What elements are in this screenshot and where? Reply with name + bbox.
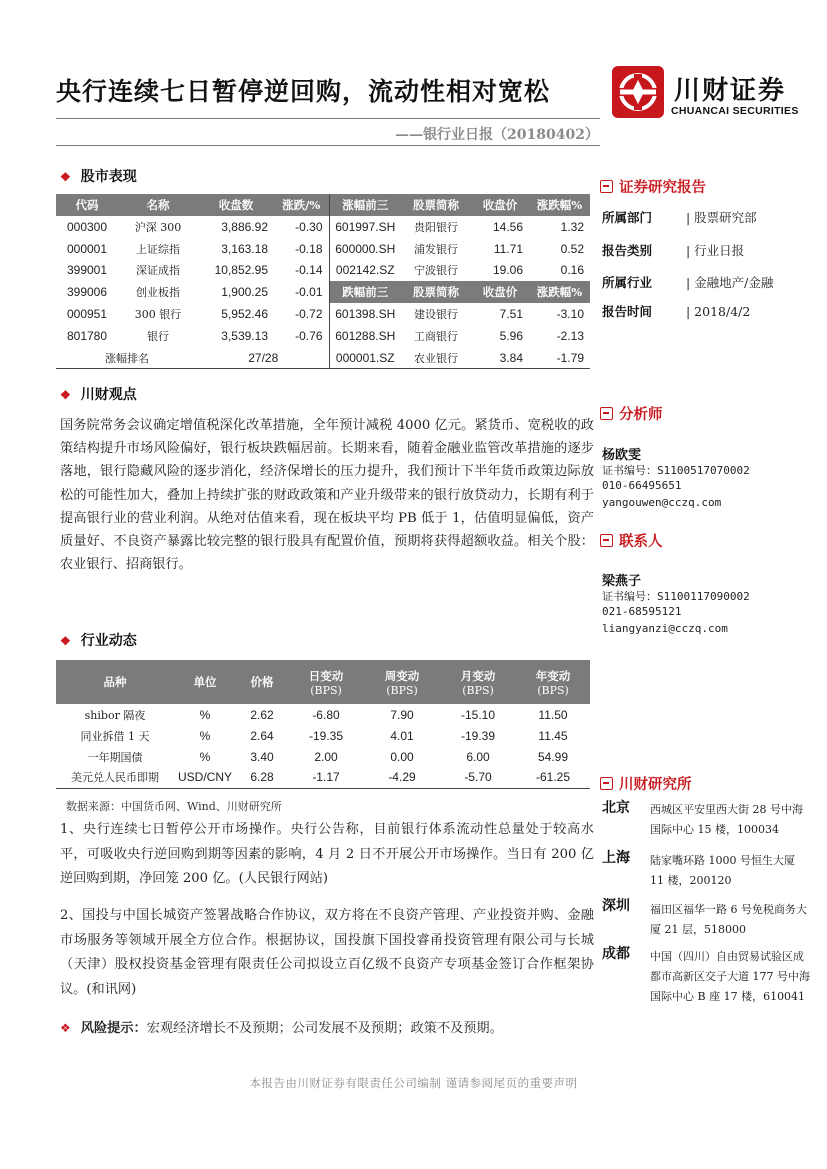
table-row	[56, 216, 590, 238]
opinion-heading: ❖ 川财观点	[60, 387, 137, 403]
analyst-cert: 证书编号：S1100517070002	[602, 464, 750, 477]
stock-close: 14.56	[492, 219, 523, 234]
item-day-change: -6.80	[312, 707, 340, 722]
item-month-change: -19.39	[460, 728, 496, 743]
col-header: 跌幅前三	[329, 281, 401, 303]
market-heading: ❖ 股市表现	[60, 169, 137, 185]
analyst-phone: 010-66495651	[602, 479, 682, 492]
table-row	[56, 746, 590, 767]
table-row	[56, 767, 590, 788]
stock-close: 19.06	[492, 263, 523, 278]
index-code: 000951	[66, 307, 108, 322]
col-header: 日变动 (BPS)	[288, 660, 364, 704]
stock-code: 600000.SH	[329, 238, 401, 260]
news-item-2: 2、国投与中国长城资产签署战略合作协议，双方将在不良资产管理、产业投资并购、金融市场服务等领域开展全方位合作。根据协议，国投旗下国投睿甬投资管理有限公司与长城（天津）股权投资基金管理有限责任公司拟设立百亿级不良资产专项基金签订合作框架协议。(和讯网)	[60, 908, 594, 997]
diamond-icon: ❖	[60, 388, 71, 402]
contact-email: liangyanzi@cczq.com	[602, 622, 728, 635]
logo-text-en: CHUANCAI SECURITIES	[671, 105, 799, 117]
contact-icon	[600, 534, 613, 547]
report-icon	[600, 180, 613, 193]
col-header: 涨幅前三	[329, 194, 401, 216]
index-name: 上证综指	[136, 242, 180, 256]
report-title: 央行连续七日暂停逆回购，流动性相对宽松	[56, 77, 551, 106]
office-address: 西城区平安里西大街 28 号中海国际中心 15 楼，100034	[650, 803, 803, 836]
col-header: 单位	[174, 660, 236, 704]
item-price: 2.62	[250, 707, 274, 722]
item-year-change: 11.45	[538, 728, 568, 743]
stock-name: 工商银行	[414, 330, 458, 344]
col-header: 月变动 (BPS)	[440, 660, 516, 704]
col-header: 收盘价	[471, 281, 529, 303]
item-unit: USD/CNY	[174, 767, 236, 788]
report-subtitle: ——银行业日报（20180402）	[395, 127, 599, 143]
stock-code: 601398.SH	[329, 303, 401, 325]
index-name: 深证成指	[136, 264, 180, 278]
table-row	[56, 325, 590, 347]
market-table	[56, 194, 590, 369]
item-price: 2.64	[250, 728, 274, 743]
stock-name: 建设银行	[414, 308, 458, 322]
col-header: 涨跌/%	[274, 194, 329, 216]
item-week-change: 7.90	[390, 707, 414, 722]
index-close: 10,852.95	[214, 263, 268, 278]
analyst-icon	[600, 407, 613, 420]
index-code: 399006	[66, 285, 108, 300]
subtitle-divider	[56, 145, 600, 146]
stock-code: 601288.SH	[329, 325, 401, 347]
logo-text-cn: 川财证券	[674, 76, 787, 106]
table-row	[56, 260, 590, 282]
stock-close: 11.71	[493, 241, 523, 256]
stock-code: 000001.SZ	[329, 347, 401, 369]
stock-change: 1.32	[560, 219, 584, 234]
index-change: -0.76	[295, 329, 323, 344]
col-header: 品种	[56, 660, 174, 704]
col-header: 涨跌幅%	[529, 194, 590, 216]
contact-cert: 证书编号：S1100117090002	[602, 590, 750, 603]
analyst-heading: 分析师	[600, 403, 663, 424]
index-name: 沪深 300	[134, 220, 182, 234]
item-month-change: 6.00	[466, 749, 490, 764]
index-name: 创业板指	[136, 286, 180, 300]
title-divider	[56, 118, 600, 119]
analyst-email: yangouwen@cczq.com	[602, 496, 722, 509]
col-header: 代码	[56, 194, 118, 216]
item-week-change: 4.01	[390, 728, 414, 743]
stock-change: -2.13	[556, 329, 584, 344]
index-change: -0.14	[295, 263, 323, 278]
index-name: 300 银行	[134, 308, 182, 322]
table-row	[56, 281, 590, 303]
table-row	[56, 303, 590, 325]
contact-name: 梁燕子	[602, 574, 642, 589]
index-code: 000300	[66, 219, 108, 234]
meta-type: 报告类别 | 行业日报	[602, 243, 745, 258]
item-unit: %	[199, 749, 211, 764]
industry-heading: ❖ 行业动态	[60, 633, 137, 649]
index-close: 3,539.13	[221, 329, 268, 344]
index-change: -0.18	[295, 241, 323, 256]
stock-code: 002142.SZ	[329, 260, 401, 282]
stock-name: 宁波银行	[414, 264, 458, 278]
col-header: 周变动 (BPS)	[364, 660, 440, 704]
table-row	[56, 347, 590, 369]
stock-name: 贵阳银行	[414, 220, 458, 234]
item-year-change: 54.99	[537, 749, 569, 764]
diamond-icon: ❖	[60, 1021, 71, 1035]
index-close: 3,886.92	[221, 219, 268, 234]
diamond-icon: ❖	[60, 634, 71, 648]
col-header: 价格	[236, 660, 288, 704]
office-city: 北京	[602, 800, 630, 816]
index-code: 399001	[66, 263, 108, 278]
contact-heading: 联系人	[600, 530, 663, 551]
office-address: 陆家嘴环路 1000 号恒生大厦 11 楼，200120	[650, 854, 795, 887]
rank-value: 27/28	[198, 347, 329, 369]
item-week-change: -4.29	[364, 767, 440, 788]
table-row	[56, 704, 590, 725]
office-city: 上海	[602, 850, 630, 866]
item-name: 同业拆借 1 天	[80, 729, 150, 743]
item-month-change: -5.70	[440, 767, 516, 788]
office-address: 福田区福华一路 6 号免税商务大厦 21 层，518000	[650, 903, 807, 936]
index-code: 801780	[66, 329, 108, 344]
footer-disclaimer: 本报告由川财证券有限责任公司编制 谨请参阅尾页的重要声明	[249, 1076, 578, 1090]
col-header: 涨跌幅%	[529, 281, 590, 303]
item-name: 美元兑人民币即期	[56, 767, 174, 788]
table-row	[56, 238, 590, 260]
risk-note: ❖ 风险提示：宏观经济增长不及预期；公司发展不及预期；政策不及预期。	[60, 1021, 503, 1036]
rank-label: 涨幅排名	[56, 347, 198, 369]
news-item-1: 1、央行连续七日暂停公开市场操作。央行公告称，目前银行体系流动性总量处于较高水平，可吸收央行逆回购到期等因素的影响，4 月 2 日不开展公开市场操作。当日有 200 亿逆回购到期，净回笼 200 亿。(人民银行网站)	[60, 822, 594, 886]
stock-change: 0.16	[560, 263, 584, 278]
item-price: 6.28	[236, 767, 288, 788]
meta-date: 报告时间 | 2018/4/2	[602, 304, 751, 319]
item-unit: %	[199, 707, 211, 722]
item-name: 一年期国债	[87, 750, 143, 764]
industry-table	[56, 660, 590, 789]
stock-change: -1.79	[529, 347, 590, 369]
stock-close: 3.84	[471, 347, 529, 369]
institute-icon	[600, 777, 613, 790]
col-header: 年变动 (BPS)	[516, 660, 590, 704]
table-header-row	[56, 660, 590, 704]
item-name: shibor 隔夜	[84, 708, 146, 722]
index-close: 5,952.46	[221, 307, 268, 322]
stock-close: 5.96	[499, 329, 523, 344]
meta-industry: 所属行业 | 金融地产/金融	[602, 275, 774, 290]
item-month-change: -15.10	[460, 707, 496, 722]
report-heading: 证券研究报告	[600, 176, 706, 197]
col-header: 股票简称	[401, 194, 471, 216]
stock-change: 0.52	[560, 241, 584, 256]
item-unit: %	[199, 728, 211, 743]
index-close: 1,900.25	[221, 285, 268, 300]
item-day-change: 2.00	[314, 749, 338, 764]
table-header-row	[56, 194, 590, 216]
item-day-change: -1.17	[288, 767, 364, 788]
opinion-paragraph: 国务院常务会议确定增值税深化改革措施，全年预计减税 4000 亿元。紧货币、宽税收的政策结构提升市场风险偏好，银行板块跌幅居前。长期来看，随着金融业监管改革措施的逐步落地，银行隐藏风险的逐步消化，经济保增长的压力提升，我们预计下半年货币政策边际放松的可能性加大，叠加上持续扩张的财政政策和产业升级带来的银行放贷动力，长期有利于提高银行业的营业利润。从绝对估值来看，现在板块平均 PB 低于 1，估值明显偏低，资产质量好、不良资产暴露比较完整的银行股具有配置价值，预期将获得超额收益。相关个股：农业银行、招商银行。	[60, 418, 594, 573]
stock-close: 7.51	[499, 307, 523, 322]
col-header: 收盘价	[471, 194, 529, 216]
office-city: 深圳	[602, 898, 630, 914]
item-price: 3.40	[250, 749, 274, 764]
office-city: 成都	[602, 946, 630, 962]
stock-change: -3.10	[556, 307, 584, 322]
office-address: 中国（四川）自由贸易试验区成都市高新区交子大道 177 号中海国际中心 B 座 17 楼，610041	[650, 950, 810, 1003]
index-change: -0.01	[295, 285, 323, 300]
stock-code: 601997.SH	[329, 216, 401, 238]
index-code: 000001	[66, 241, 108, 256]
index-name: 银行	[147, 330, 169, 344]
index-change: -0.30	[295, 219, 323, 234]
stock-name: 农业银行	[401, 347, 471, 369]
stock-name: 浦发银行	[414, 242, 458, 256]
item-day-change: -19.35	[308, 728, 344, 743]
item-year-change: 11.50	[538, 707, 568, 722]
analyst-name: 杨欧雯	[602, 448, 642, 463]
meta-department: 所属部门 | 股票研究部	[602, 210, 757, 225]
data-source: 数据来源：中国货币网、Wind、川财研究所	[66, 800, 282, 813]
col-header: 股票简称	[401, 281, 471, 303]
institute-heading: 川财研究所	[600, 773, 692, 794]
chuancai-logo-icon	[612, 66, 664, 118]
diamond-icon: ❖	[60, 170, 71, 184]
col-header: 收盘数	[198, 194, 274, 216]
item-week-change: 0.00	[390, 749, 414, 764]
col-header: 名称	[118, 194, 198, 216]
index-close: 3,163.18	[221, 241, 268, 256]
index-change: -0.72	[295, 307, 323, 322]
contact-phone: 021-68595121	[602, 605, 682, 618]
item-year-change: -61.25	[516, 767, 590, 788]
table-row	[56, 725, 590, 746]
